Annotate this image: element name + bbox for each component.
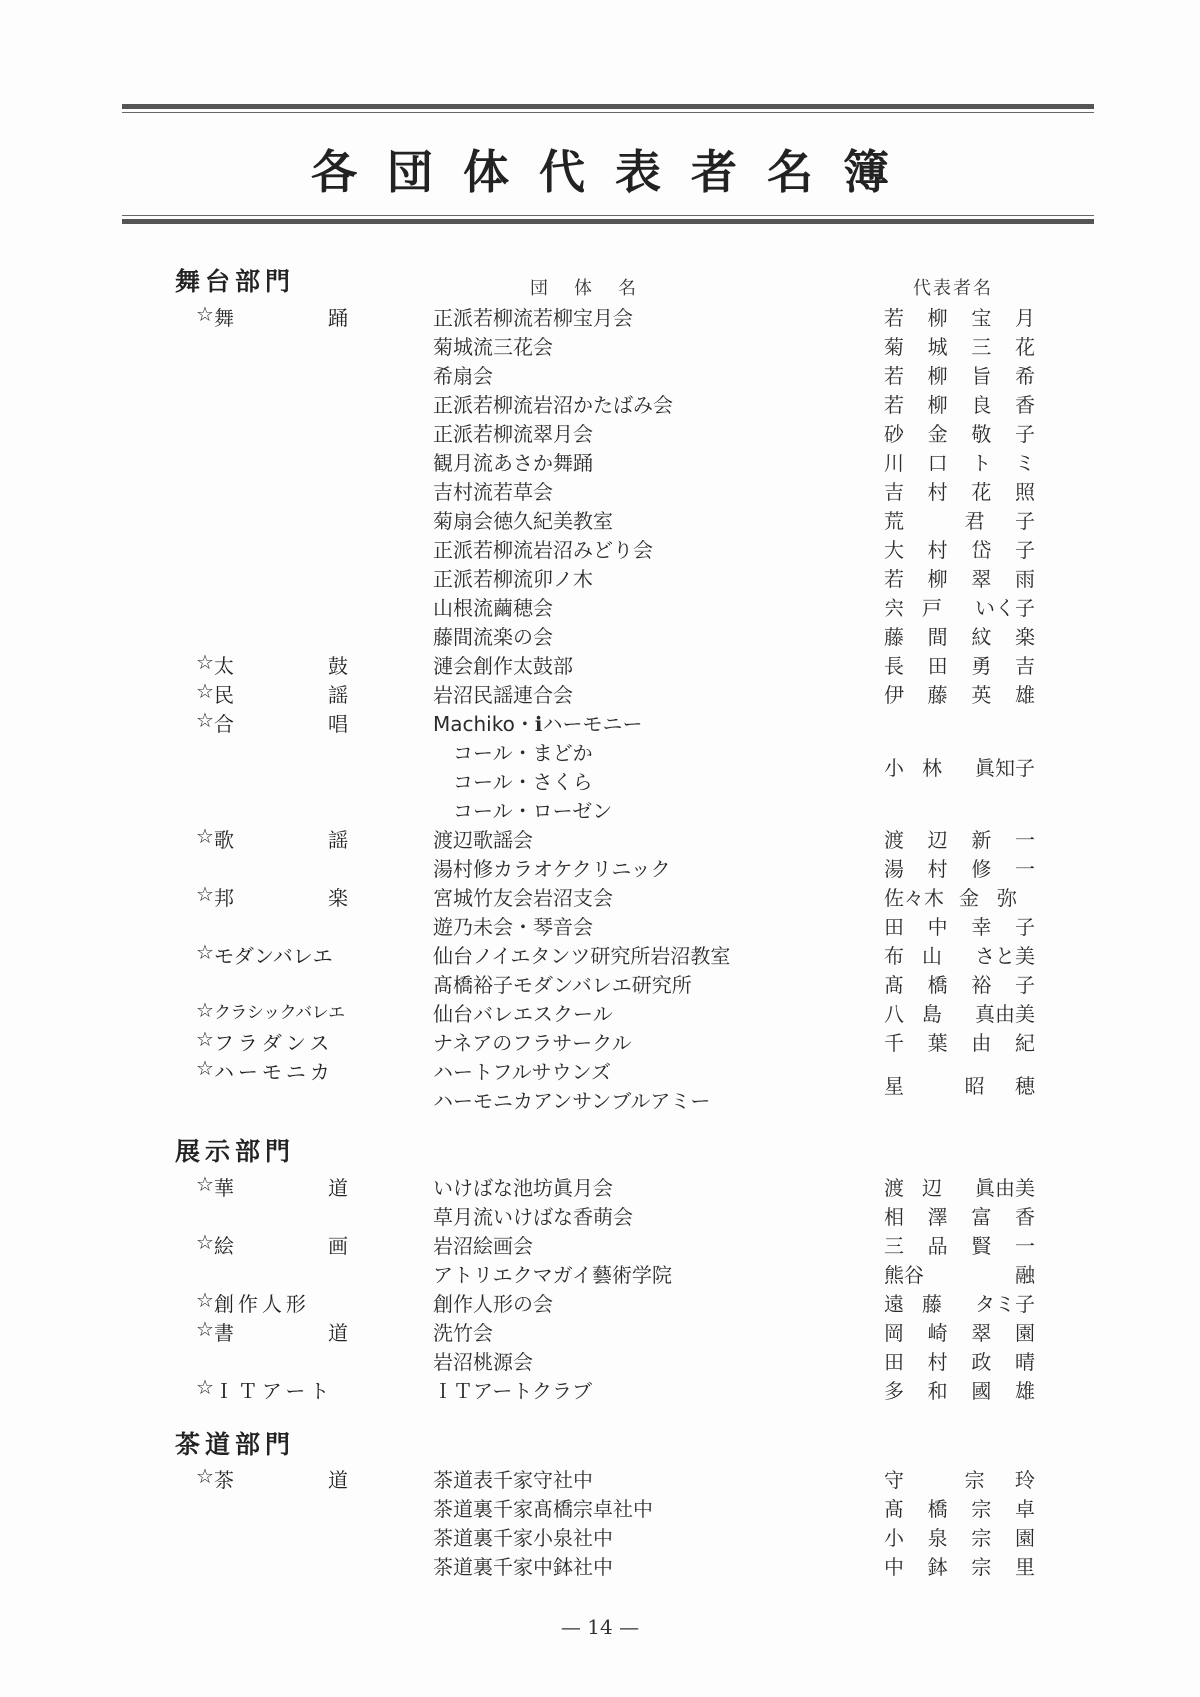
organization-name: コール・ローゼン xyxy=(433,799,613,823)
category-char: 道 xyxy=(328,1176,348,1200)
category-name xyxy=(214,302,348,331)
category-name xyxy=(214,1317,348,1346)
star-icon: ☆ xyxy=(196,824,214,848)
representative-char: 村 xyxy=(927,538,948,562)
representative-char: 子 xyxy=(1014,973,1035,997)
star-icon: ☆ xyxy=(196,882,214,906)
representative-char: 卓 xyxy=(1014,1497,1035,1521)
organization-name: 山根流繭穂会 xyxy=(433,596,553,620)
organization-name: 正派若柳流翠月会 xyxy=(433,422,593,446)
representative-char: 玲 xyxy=(1014,1468,1035,1492)
representative-char: 若 xyxy=(884,306,904,330)
category-label xyxy=(196,940,348,969)
representative-char: 子 xyxy=(1014,509,1035,533)
organization-name: 茶道裏千家中鉢社中 xyxy=(433,1555,613,1579)
representative-char: 品 xyxy=(927,1234,948,1258)
representative-given: 眞知子 xyxy=(975,756,1035,780)
representative-char: 敬 xyxy=(971,422,992,446)
representative-name xyxy=(884,1230,1035,1259)
category-label xyxy=(196,824,348,853)
organization-name: 岩沼桃源会 xyxy=(433,1350,533,1374)
category-label xyxy=(196,650,348,679)
representative-name xyxy=(884,1346,1035,1375)
representative-char: 良 xyxy=(971,393,992,417)
representative-name xyxy=(884,824,1035,853)
category-char: 絵 xyxy=(213,1234,234,1258)
representative-char: 砂 xyxy=(884,422,904,446)
representative-name xyxy=(884,940,1035,969)
representative-char: 田 xyxy=(884,915,904,939)
star-icon: ☆ xyxy=(196,302,214,326)
star-icon: ☆ xyxy=(196,650,214,674)
organization-name: 洗竹会 xyxy=(433,1321,493,1345)
category-char: 道 xyxy=(328,1468,348,1492)
organization-name: 藤間流楽の会 xyxy=(433,625,553,649)
representative-name xyxy=(884,853,1035,882)
representative-char: 晴 xyxy=(1014,1350,1035,1374)
representative-char: 君 xyxy=(964,509,985,533)
organization-name: 菊城流三花会 xyxy=(433,335,553,359)
section-title: 展示部門 xyxy=(175,1137,296,1166)
representative-char: 宗 xyxy=(971,1526,992,1550)
representative-char: 宗 xyxy=(971,1555,992,1579)
category-label xyxy=(196,1317,348,1346)
organization-name: ナネアのフラサークル xyxy=(433,1031,632,1055)
representative-char: 里 xyxy=(1014,1555,1035,1579)
representative-name xyxy=(884,679,1035,708)
organization-name: 仙台バレエスクール xyxy=(433,1002,613,1026)
organization-name: 湯村修カラオケクリニック xyxy=(433,857,671,881)
representative-name xyxy=(884,389,1035,418)
representative-name xyxy=(884,1201,1035,1230)
representative-char: 田 xyxy=(927,654,948,678)
organization-name: 宮城竹友会岩沼支会 xyxy=(433,886,613,910)
category-label xyxy=(196,1288,348,1317)
category-label xyxy=(196,998,348,1023)
representative-name xyxy=(884,621,1035,650)
organization-name: いけばな池坊眞月会 xyxy=(433,1176,613,1200)
star-icon: ☆ xyxy=(196,1056,214,1080)
organization-name: ハートフルサウンズ xyxy=(433,1060,611,1084)
representative-name xyxy=(884,650,1035,679)
representative-char: 照 xyxy=(1014,480,1035,504)
representative-char: 一 xyxy=(1014,857,1035,881)
category-name xyxy=(214,1464,348,1493)
category-name: フラダンス xyxy=(213,1031,334,1055)
representative-char: 葉 xyxy=(927,1031,948,1055)
representative-family: 熊谷 xyxy=(884,1263,924,1287)
category-char: 華 xyxy=(213,1176,234,1200)
category-name xyxy=(214,708,348,737)
representative-char: 旨 xyxy=(971,364,992,388)
representative-char: 幸 xyxy=(971,915,992,939)
star-icon: ☆ xyxy=(196,679,214,703)
organization-name: 茶道表千家守社中 xyxy=(433,1468,593,1492)
representative-family: 渡辺 xyxy=(884,1176,960,1200)
representative-char: 柳 xyxy=(927,306,948,330)
representative-char: 子 xyxy=(1014,915,1035,939)
representative-name xyxy=(884,476,1035,505)
representative-given: いく子 xyxy=(975,596,1035,620)
category-label xyxy=(196,1027,348,1056)
representative-char: 岱 xyxy=(971,538,992,562)
representative-char: 崎 xyxy=(927,1321,948,1345)
representative-name xyxy=(884,1259,1035,1288)
category-label xyxy=(196,679,348,708)
category-label xyxy=(196,1172,348,1201)
representative-family: 八島 xyxy=(884,1002,960,1026)
representative-name xyxy=(884,1027,1035,1056)
representative-family: 布山 xyxy=(884,944,960,968)
category-name xyxy=(214,824,348,853)
representative-family: 宍戸 xyxy=(884,596,960,620)
representative-family: 守 xyxy=(884,1468,904,1492)
star-icon: ☆ xyxy=(196,1230,214,1254)
representative-family: 小林 xyxy=(884,756,960,780)
representative-name xyxy=(884,331,1035,360)
representative-char: 和 xyxy=(927,1379,948,1403)
column-header-organization: 団体名 xyxy=(530,278,662,299)
representative-char: 城 xyxy=(927,335,948,359)
representative-char: 湯 xyxy=(884,857,904,881)
representative-char: 村 xyxy=(927,480,948,504)
representative-char: 橋 xyxy=(927,973,948,997)
representative-char: 藤 xyxy=(927,683,948,707)
category-name xyxy=(214,679,348,708)
representative-char: 柳 xyxy=(927,393,948,417)
representative-char: 三 xyxy=(884,1234,904,1258)
representative-family: 遠藤 xyxy=(884,1292,960,1316)
representative-name xyxy=(884,563,1035,592)
representative-name xyxy=(884,418,1035,447)
representative-char: 多 xyxy=(884,1379,904,1403)
representative-char: 長 xyxy=(884,654,904,678)
category-char: 唱 xyxy=(328,712,348,736)
representative-name xyxy=(884,1375,1035,1404)
representative-char: 柳 xyxy=(927,364,948,388)
category-name: モダンバレエ xyxy=(213,944,333,968)
representative-char: 千 xyxy=(884,1031,904,1055)
representative-name xyxy=(884,752,1035,781)
organization-name: 正派若柳流岩沼みどり会 xyxy=(433,538,653,562)
representative-char: 雨 xyxy=(1014,567,1035,591)
organization-name: ＩＴアートクラブ xyxy=(433,1379,592,1403)
representative-char: 金 xyxy=(927,422,948,446)
representative-char: 若 xyxy=(884,567,904,591)
representative-char: 中 xyxy=(927,915,948,939)
representative-name xyxy=(884,1172,1035,1201)
representative-char: 間 xyxy=(927,625,948,649)
representative-family: 荒 xyxy=(884,509,904,533)
representative-char: 花 xyxy=(1014,335,1035,359)
star-icon: ☆ xyxy=(196,998,214,1022)
star-icon: ☆ xyxy=(196,1027,214,1051)
star-icon: ☆ xyxy=(196,1375,214,1399)
representative-char: 政 xyxy=(971,1350,992,1374)
representative-name xyxy=(884,1493,1035,1522)
representative-char: 楽 xyxy=(1014,625,1035,649)
category-char: 邦 xyxy=(213,886,234,910)
category-name xyxy=(214,1230,348,1259)
category-label xyxy=(196,1464,348,1493)
representative-family: 星 xyxy=(884,1074,904,1098)
representative-char: 宗 xyxy=(971,1497,992,1521)
organization-name: コール・さくら xyxy=(433,770,593,794)
representative-char: 昭 xyxy=(964,1074,985,1098)
category-label xyxy=(196,1375,348,1404)
representative-name xyxy=(884,1288,1035,1317)
representative-family: 佐々木 xyxy=(884,886,944,910)
star-icon: ☆ xyxy=(196,940,214,964)
section-title: 茶道部門 xyxy=(175,1430,296,1459)
representative-char: ミ xyxy=(1014,451,1035,475)
representative-char: 岡 xyxy=(884,1321,904,1345)
category-char: 画 xyxy=(328,1234,348,1258)
representative-name xyxy=(884,360,1035,389)
category-name: 創作人形 xyxy=(213,1292,310,1316)
representative-name xyxy=(884,911,1035,940)
organization-name: 創作人形の会 xyxy=(433,1292,553,1316)
representative-char: 紀 xyxy=(1014,1031,1035,1055)
representative-name xyxy=(884,1070,1035,1099)
organization-name: 正派若柳流岩沼かたばみ会 xyxy=(433,393,673,417)
representative-char: 園 xyxy=(1014,1321,1035,1345)
representative-char: 相 xyxy=(884,1205,904,1229)
organization-name: 岩沼絵画会 xyxy=(433,1234,533,1258)
representative-name xyxy=(884,505,1035,534)
representative-char: 田 xyxy=(884,1350,904,1374)
organization-name: 茶道裏千家小泉社中 xyxy=(433,1526,613,1550)
organization-name: 渡辺歌謡会 xyxy=(433,828,533,852)
organization-name: 希扇会 xyxy=(433,364,493,388)
representative-char: 勇 xyxy=(971,654,992,678)
representative-name xyxy=(884,1522,1035,1551)
category-char: 舞 xyxy=(213,306,234,330)
category-char: 茶 xyxy=(213,1468,234,1492)
organization-name: 茶道裏千家髙橋宗卓社中 xyxy=(433,1497,653,1521)
representative-char: 一 xyxy=(1014,1234,1035,1258)
star-icon: ☆ xyxy=(196,1172,214,1196)
organization-name: 草月流いけばな香萌会 xyxy=(433,1205,633,1229)
representative-char: 月 xyxy=(1014,306,1035,330)
category-name xyxy=(214,1172,348,1201)
representative-char: 宝 xyxy=(971,306,992,330)
representative-char: 裕 xyxy=(971,973,992,997)
category-char: 謡 xyxy=(328,683,348,707)
category-char: 民 xyxy=(213,683,234,707)
representative-char: 由 xyxy=(971,1031,992,1055)
representative-given: 眞由美 xyxy=(975,1176,1035,1200)
representative-char: 若 xyxy=(884,364,904,388)
representative-name xyxy=(884,882,1035,911)
representative-char: 翠 xyxy=(971,567,992,591)
representative-char: 希 xyxy=(1014,364,1035,388)
category-char: 踊 xyxy=(328,306,348,330)
page-title: 各団体代表者名簿 xyxy=(311,145,919,199)
representative-name xyxy=(884,1551,1035,1580)
representative-char: 伊 xyxy=(884,683,904,707)
organization-name: 仙台ノイエタンツ研究所岩沼教室 xyxy=(433,944,731,968)
category-char: 合 xyxy=(213,712,234,736)
representative-char: 雄 xyxy=(1014,683,1035,707)
representative-char: 穂 xyxy=(1014,1074,1035,1098)
representative-name xyxy=(884,592,1035,621)
organization-name: 観月流あさか舞踊 xyxy=(433,451,593,475)
representative-char: 藤 xyxy=(884,625,904,649)
organization-name: 髙橋裕子モダンバレエ研究所 xyxy=(433,973,692,997)
representative-char: 渡 xyxy=(884,828,904,852)
representative-char: 園 xyxy=(1014,1526,1035,1550)
category-name: クラシックバレエ xyxy=(213,1003,345,1023)
category-label xyxy=(196,302,348,331)
star-icon: ☆ xyxy=(196,708,214,732)
organization-name: アトリエクマガイ藝術学院 xyxy=(433,1263,672,1287)
representative-name xyxy=(884,534,1035,563)
representative-char: 國 xyxy=(971,1379,992,1403)
representative-char: 小 xyxy=(884,1526,904,1550)
representative-char: 村 xyxy=(927,1350,948,1374)
category-label xyxy=(196,708,348,737)
category-label xyxy=(196,882,348,911)
category-char: 道 xyxy=(328,1321,348,1345)
representative-char: ト xyxy=(971,451,992,475)
representative-char: 融 xyxy=(1014,1263,1035,1287)
star-icon: ☆ xyxy=(196,1288,214,1312)
representative-given: 金弥 xyxy=(959,886,1035,910)
representative-char: 村 xyxy=(927,857,948,881)
organization-name: 漣会創作太鼓部 xyxy=(433,654,573,678)
representative-char: 柳 xyxy=(927,567,948,591)
representative-char: 吉 xyxy=(884,480,904,504)
representative-char: 中 xyxy=(884,1555,904,1579)
representative-char: 橋 xyxy=(927,1497,948,1521)
category-name: ハーモニカ xyxy=(213,1060,334,1084)
representative-char: 菊 xyxy=(884,335,904,359)
representative-char: 新 xyxy=(971,828,992,852)
page-number: — 14 — xyxy=(560,1615,640,1639)
representative-name xyxy=(884,1464,1035,1493)
representative-char: 子 xyxy=(1014,538,1035,562)
organization-name: 正派若柳流若柳宝月会 xyxy=(433,306,633,330)
representative-char: 修 xyxy=(971,857,992,881)
representative-name xyxy=(884,447,1035,476)
representative-given: さと美 xyxy=(975,944,1035,968)
category-char: 謡 xyxy=(328,828,348,852)
representative-char: 雄 xyxy=(1014,1379,1035,1403)
representative-char: 鉢 xyxy=(927,1555,948,1579)
representative-char: 花 xyxy=(971,480,992,504)
organization-name: コール・まどか xyxy=(433,741,593,765)
representative-char: 髙 xyxy=(884,973,904,997)
representative-given: 真由美 xyxy=(975,1002,1035,1026)
representative-char: 賢 xyxy=(971,1234,992,1258)
category-char: 太 xyxy=(213,654,234,678)
representative-name xyxy=(884,998,1035,1027)
category-name: ＩＴアート xyxy=(213,1379,334,1403)
representative-char: 辺 xyxy=(927,828,948,852)
category-char: 楽 xyxy=(328,886,348,910)
representative-char: 若 xyxy=(884,393,904,417)
representative-name xyxy=(884,1317,1035,1346)
representative-name xyxy=(884,969,1035,998)
column-header-representative: 代表者名 xyxy=(913,278,993,299)
category-char: 歌 xyxy=(213,828,234,852)
representative-char: 吉 xyxy=(1014,654,1035,678)
representative-char: 髙 xyxy=(884,1497,904,1521)
category-char: 書 xyxy=(213,1321,234,1345)
category-char: 鼓 xyxy=(328,654,348,678)
representative-char: 川 xyxy=(884,451,904,475)
representative-given: タミ子 xyxy=(975,1292,1035,1316)
section-title: 舞台部門 xyxy=(175,267,296,296)
star-icon: ☆ xyxy=(196,1317,214,1341)
representative-char: 英 xyxy=(971,683,992,707)
representative-name xyxy=(884,302,1035,331)
representative-char: 三 xyxy=(971,335,992,359)
organization-name: 菊扇会徳久紀美教室 xyxy=(433,509,613,533)
representative-char: 大 xyxy=(884,538,904,562)
representative-char: 香 xyxy=(1014,1205,1035,1229)
representative-char: 翠 xyxy=(971,1321,992,1345)
representative-char: 子 xyxy=(1014,422,1035,446)
representative-char: 一 xyxy=(1014,828,1035,852)
category-name xyxy=(214,650,348,679)
representative-char: 香 xyxy=(1014,393,1035,417)
organization-name: 吉村流若草会 xyxy=(433,480,553,504)
representative-char: 泉 xyxy=(927,1526,948,1550)
representative-char: 富 xyxy=(971,1205,992,1229)
category-label xyxy=(196,1230,348,1259)
representative-char: 口 xyxy=(927,451,948,475)
star-icon: ☆ xyxy=(196,1464,214,1488)
representative-char: 澤 xyxy=(927,1205,948,1229)
representative-char: 宗 xyxy=(964,1468,985,1492)
organization-name: 正派若柳流卯ノ木 xyxy=(433,567,593,591)
category-label xyxy=(196,1056,348,1085)
organization-name: Machiko・ℹハーモニー xyxy=(433,712,643,736)
representative-char: 紋 xyxy=(971,625,992,649)
organization-name: ハーモニカアンサンブルアミー xyxy=(433,1089,711,1113)
category-name xyxy=(214,882,348,911)
organization-name: 岩沼民謡連合会 xyxy=(433,683,573,707)
organization-name: 遊乃未会・琴音会 xyxy=(433,915,593,939)
